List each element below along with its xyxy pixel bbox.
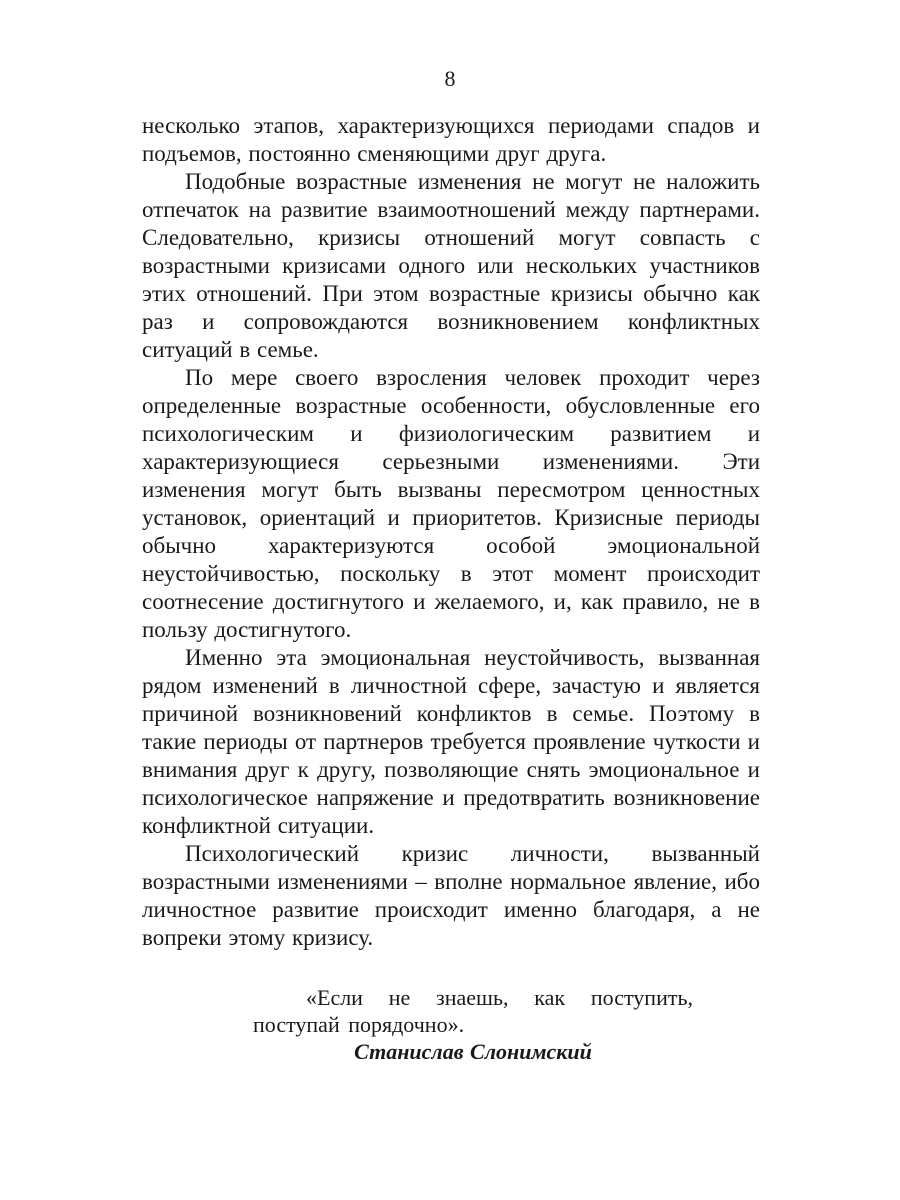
quote-text: «Если не знаешь, как поступить, поступай порядочно».	[253, 985, 693, 1037]
body-paragraph: По мере своего взросления человек проходит через определенные возрастные особенности, обусловленные его психологическим и физиологическим развитием и характеризующиеся серьезными изменениями. Эти изменения могут быть вызваны пересмотром ценностных установок, ориентаций и приоритетов. Кризисные периоды обычно характеризуются особой эмоциональной неустойчивостью, поскольку в этот момент происходит соотнесение достигнутого и желаемого, и, как правило, не в пользу достигнутого.	[142, 365, 760, 642]
body-paragraph: Подобные возрастные изменения не могут не наложить отпечаток на развитие взаимоотношений между партнерами. Следовательно, кризисы отношений могут совпасть с возрастными кризисами одного или нескольких участников этих отношений. При этом возрастные кризисы обычно как раз и сопровождаются возникновением конфликтных ситуаций в семье.	[142, 169, 760, 362]
body-paragraph: несколько этапов, характеризующихся периодами спадов и подъемов, постоянно сменяющими друг друга.	[142, 113, 760, 166]
page-number: 8	[444, 66, 456, 91]
body-paragraph: Психологический кризис личности, вызванный возрастными изменениями – вполне нормальное явление, ибо личностное развитие происходит именно благодаря, а не вопреки этому кризису.	[142, 841, 760, 950]
epigraph-quote-block	[253, 984, 693, 1065]
body-paragraph: Именно эта эмоциональная неустойчивость, вызванная рядом изменений в личностной сфере, зачастую и является причиной возникновений конфликтов в семье. Поэтому в такие периоды от партнеров требуется проявление чуткости и внимания друг к другу, позволяющие снять эмоциональное и психологическое напряжение и предотвратить возникновение конфликтной ситуации.	[142, 645, 760, 838]
body-text-block	[142, 112, 760, 1065]
quote-attribution: Станислав Слонимский	[354, 1039, 592, 1064]
